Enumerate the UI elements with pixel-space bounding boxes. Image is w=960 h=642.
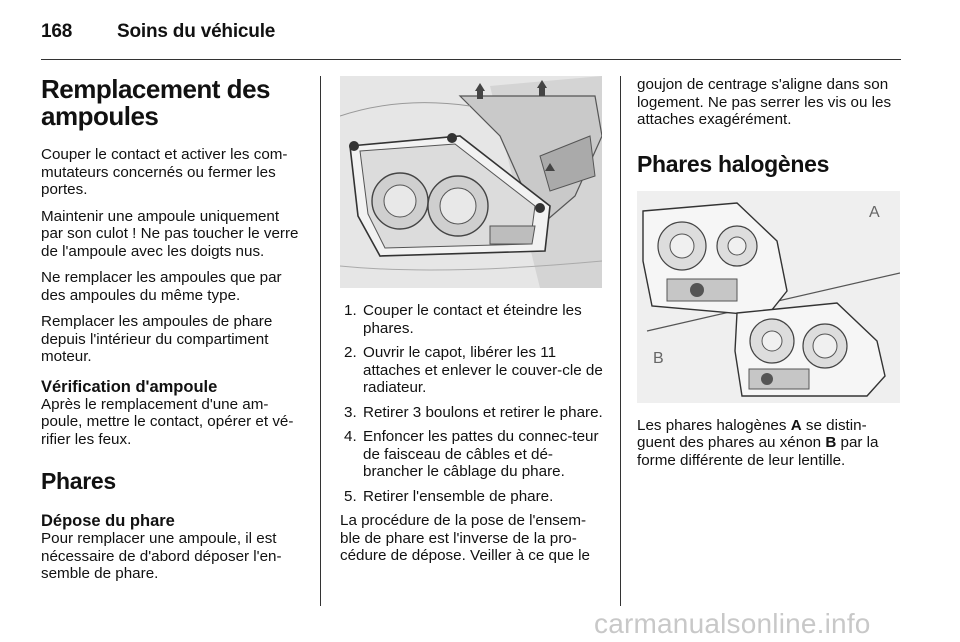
paragraph: Maintenir une ampoule uniquement par son culot ! Ne pas toucher le verre de l'ampoule avec les doigts nus. (41, 207, 299, 260)
removal-steps (340, 302, 604, 505)
depose-heading: Dépose du phare (41, 512, 175, 530)
phares-heading: Phares (41, 468, 116, 494)
header-rule (41, 59, 901, 60)
list-item: 4. Enfoncer les pattes du connec-teur de faisceau de câbles et dé-brancher le câblage du phare. (344, 428, 599, 480)
halogen-xenon-figure (637, 191, 900, 403)
figure-caption: Les phares halogènes A se distin-guent des phares au xénon B par la forme différente de leur lentille. (637, 416, 879, 469)
page-number: 168 (41, 21, 73, 42)
verification-text: Après le remplacement d'une am-poule, mettre le contact, opérer et vé-rifier les feux. (41, 395, 294, 448)
column-divider-2 (620, 76, 621, 606)
label-b: B (653, 349, 664, 367)
section-title: Soins du véhicule (117, 21, 276, 42)
closing-paragraph: La procédure de la pose de l'ensem-ble de phare est l'inverse de la pro-cédure de dépose. Veiller à ce que le (340, 512, 590, 564)
column-divider-1 (320, 76, 321, 606)
main-title: Remplacement des ampoules (41, 74, 270, 131)
column-2 (340, 76, 604, 574)
paragraph: Ne remplacer les ampoules que par des ampoules du même type. (41, 269, 282, 304)
verification-heading: Vérification d'ampoule (41, 377, 218, 396)
list-item: 2. Ouvrir le capot, libérer les 11 attaches et enlever le couver-cle de radiateur. (344, 344, 603, 396)
watermark: carmanualsonline.info (594, 608, 871, 639)
label-a: A (869, 203, 880, 221)
depose-text: Pour remplacer une ampoule, il est nécessaire de d'abord déposer l'en-semble de phare. (41, 530, 282, 582)
list-item: 5. Retirer l'ensemble de phare. (344, 487, 554, 505)
paragraph: Couper le contact et activer les com-mutateurs concernés ou fermer les portes. (41, 146, 288, 198)
column-3 (637, 76, 901, 478)
halogen-heading: Phares halogènes (637, 150, 830, 177)
column-1 (41, 76, 303, 592)
continuation-paragraph: goujon de centrage s'aligne dans son logement. Ne pas serrer les vis ou les attaches exagérément. (637, 76, 892, 128)
list-item: 3. Retirer 3 boulons et retirer le phare. (344, 403, 603, 421)
paragraph: Remplacer les ampoules de phare depuis l'intérieur du compartiment moteur. (41, 313, 273, 365)
headlight-removal-figure (340, 76, 602, 288)
headlight-removal-illustration (340, 76, 602, 288)
list-item: 1. Couper le contact et éteindre les phares. (344, 302, 582, 337)
page-header (41, 21, 275, 43)
headlight-comparison-illustration (637, 191, 900, 403)
